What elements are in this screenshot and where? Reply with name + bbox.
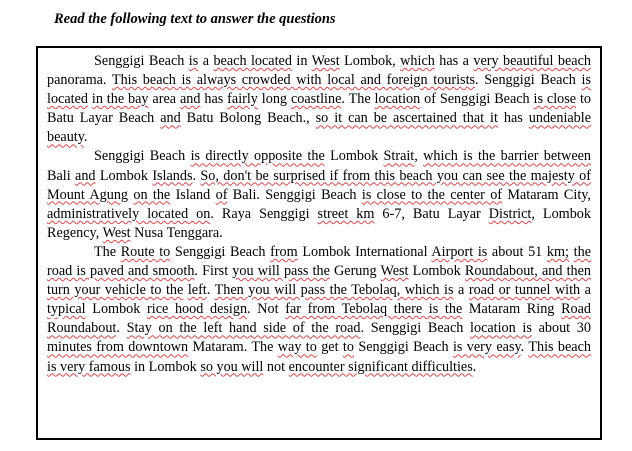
text-run: Lombok (324, 148, 384, 165)
spellcheck-underlined-text: km; (546, 243, 569, 260)
text-run: Senggigi Beach (353, 339, 453, 356)
paragraph-1 (47, 52, 591, 147)
spellcheck-underlined-text: is located (47, 72, 591, 108)
text-run: Lombok, (339, 53, 401, 69)
text-run: has (200, 91, 228, 108)
spellcheck-underlined-text: from (270, 243, 298, 260)
text-run: Bali. Senggigi Beach (227, 186, 362, 203)
spellcheck-underlined-text: So, don't be surprised if from this beach you can see the majesty of (200, 167, 591, 184)
spellcheck-underlined-text: West (311, 53, 340, 69)
text-run: long (257, 91, 291, 108)
text-run: , Lombok Regency, (47, 205, 591, 241)
text-run: in Lombok (130, 358, 201, 375)
text-run: . First (194, 263, 233, 280)
text-run: 6-7, Batu Layar (374, 205, 489, 222)
text-run: . (520, 339, 529, 356)
spellcheck-underlined-text: of (215, 186, 228, 203)
spellcheck-underlined-text: minutes from downtown (47, 339, 189, 356)
spellcheck-underlined-text: Strait (383, 148, 415, 165)
text-run: Lombok (95, 167, 153, 184)
spellcheck-underlined-text: encounter significant difficulties (288, 358, 473, 375)
spellcheck-underlined-text: Stay on the left hand side of the road (126, 320, 361, 337)
spellcheck-underlined-text: beach located (213, 53, 292, 69)
spellcheck-underlined-text: and (160, 110, 181, 127)
text-run: . Not (247, 301, 286, 318)
text-run: Senggigi Beach (170, 243, 271, 260)
spellcheck-underlined-text: West (380, 263, 409, 280)
text-run: Mataram Ring (462, 301, 562, 318)
text-run: Nusa Tenggara. (130, 224, 223, 241)
spellcheck-underlined-text: you will pass the (232, 263, 330, 280)
text-run: . (83, 129, 88, 146)
text-run: a (198, 53, 214, 69)
spellcheck-underlined-text: and (179, 91, 201, 108)
spellcheck-underlined-text: location (374, 91, 421, 108)
spellcheck-underlined-text: far from Tebolaq there is the (285, 301, 463, 318)
spellcheck-underlined-text: location is (470, 320, 532, 337)
spellcheck-underlined-text: left (187, 282, 207, 299)
spellcheck-underlined-text: District (488, 205, 532, 222)
text-run: . (472, 358, 477, 375)
spellcheck-underlined-text: on the (133, 186, 171, 203)
spellcheck-underlined-text: Then you will pass the Tebolaq, which is (214, 282, 454, 299)
text-run: . Raya Senggigi (210, 205, 318, 222)
spellcheck-underlined-text: so you will (200, 358, 264, 375)
spellcheck-underlined-text: Airport is (431, 243, 488, 260)
spellcheck-underlined-text: Roundabout, and then turn your vehicle to the (47, 263, 592, 299)
text-run: Bali (47, 167, 76, 184)
text-run: Island (170, 186, 216, 203)
spellcheck-underlined-text: Mount Agung (47, 186, 129, 203)
spellcheck-underlined-text: Route to (120, 243, 171, 260)
text-run: Lombok International (297, 243, 432, 260)
text-run: of Senggigi Beach (420, 91, 534, 108)
spellcheck-underlined-text: which is the barrier between (423, 148, 592, 165)
text-run: has (497, 110, 529, 127)
text-run: not (263, 358, 289, 375)
spellcheck-underlined-text: Road Roundabout (47, 301, 592, 337)
spellcheck-underlined-text: is directly opposite the (190, 148, 325, 165)
text-run: . The (341, 91, 375, 108)
text-run: a (580, 282, 591, 299)
spellcheck-underlined-text: This beach is always crowded with local and foreign tourists (111, 72, 476, 89)
text-run: . (206, 282, 215, 299)
spellcheck-underlined-text: Islands (152, 167, 193, 184)
text-run: Senggigi Beach (94, 53, 189, 69)
spellcheck-underlined-text: coastline (290, 91, 342, 108)
text-run: Lombok (408, 263, 465, 280)
reading-passage-box (36, 46, 602, 440)
text-run: Gerung (329, 263, 381, 280)
spellcheck-underlined-text: is very easy (452, 339, 521, 356)
spellcheck-underlined-text: in the bay (91, 91, 149, 108)
text-run: a (453, 282, 469, 299)
spellcheck-underlined-text: to (342, 339, 354, 356)
text-run: about 30 (531, 320, 591, 337)
text-run: Batu Bolong Beach., (180, 110, 316, 127)
paragraph-2 (47, 147, 591, 242)
spellcheck-underlined-text: typical (47, 301, 86, 318)
spellcheck-underlined-text: undeniable beauty (47, 110, 592, 146)
text-run: . (116, 320, 127, 337)
spellcheck-underlined-text: very beautiful beach (473, 53, 591, 69)
spellcheck-underlined-text: which (400, 53, 435, 69)
spellcheck-underlined-text: the road is paved and smooth (47, 243, 591, 280)
spellcheck-underlined-text: administratively located on (47, 205, 211, 222)
spellcheck-underlined-text: West (102, 224, 131, 241)
paragraph-3 (47, 243, 591, 377)
spellcheck-underlined-text: is (188, 53, 199, 69)
text-run: . Senggigi Beach (475, 72, 582, 89)
text-run: Senggigi Beach (94, 148, 191, 165)
text-run: , (414, 148, 424, 165)
text-run: area (148, 91, 180, 108)
spellcheck-underlined-text: fairly (227, 91, 258, 108)
text-run: panorama. (47, 72, 112, 89)
text-run: The (94, 243, 121, 260)
spellcheck-underlined-text: road or tunnel with (468, 282, 581, 299)
text-run: get (316, 339, 343, 356)
spellcheck-underlined-text: is close to the center of (361, 186, 503, 203)
spellcheck-underlined-text: and (75, 167, 96, 184)
spellcheck-underlined-text: This beach is very famous (47, 339, 591, 375)
text-run: Mataram. The (188, 339, 278, 356)
text-run: . Senggigi Beach (360, 320, 471, 337)
text-run: has a (434, 53, 474, 69)
spellcheck-underlined-text: is close (533, 91, 577, 108)
spellcheck-underlined-text: rice hood design (147, 301, 248, 318)
text-run: to Batu Layar Beach (47, 91, 591, 127)
text-run: Mataram City, (502, 186, 591, 203)
text-run: about 51 (487, 243, 547, 260)
spellcheck-underlined-text: so it can be ascertained that it (315, 110, 498, 127)
text-run: in (291, 53, 312, 69)
text-run: . (192, 167, 201, 184)
spellcheck-underlined-text: way to (277, 339, 317, 356)
spellcheck-underlined-text: street km (317, 205, 375, 222)
instruction-heading: Read the following text to answer the questions (54, 11, 336, 27)
text-run: Lombok (85, 301, 148, 318)
